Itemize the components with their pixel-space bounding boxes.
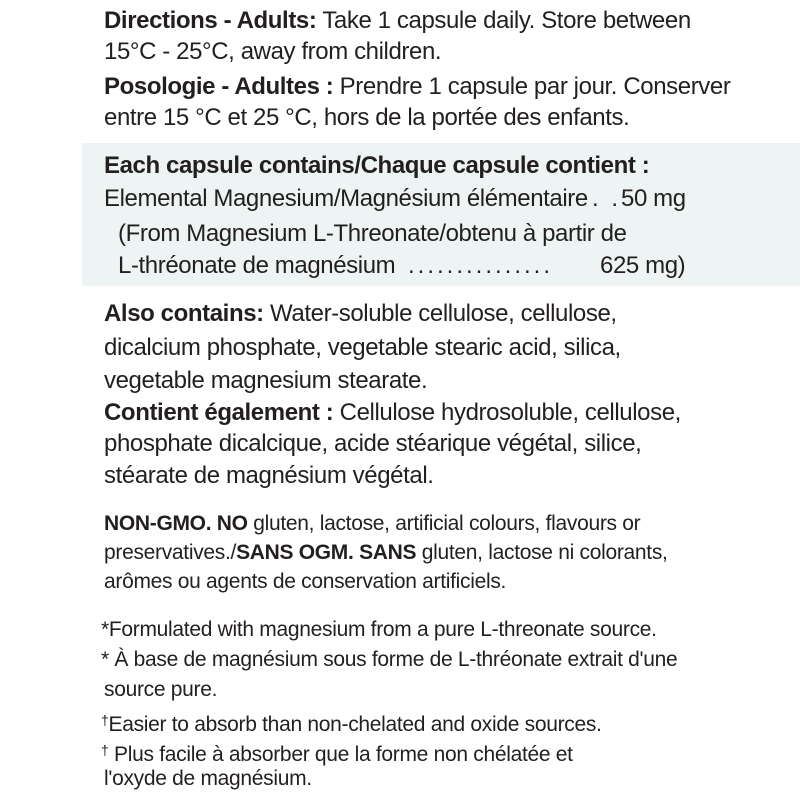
footnote-en-1: *Formulated with magnesium from a pure L-threonate source.	[101, 618, 657, 641]
capsule-row-2-name: L-thréonate de magnésium	[118, 252, 396, 279]
capsule-row-2-line-1: (From Magnesium L-Threonate/obtenu à partir de	[118, 220, 627, 247]
footnote-en-2	[101, 706, 602, 739]
nongmo-text-en: gluten, lactose, artificial colours, flavours or	[253, 512, 641, 535]
directions-fr-text: Prendre 1 capsule par jour. Conserver	[339, 73, 731, 100]
dagger-mark: †	[101, 712, 109, 728]
capsule-heading: Each capsule contains/Chaque capsule contient :	[104, 152, 650, 179]
nongmo-line-1	[104, 510, 640, 538]
footnote-fr-1-cont: source pure.	[104, 678, 218, 701]
nongmo-line-3: arômes ou agents de conservation artificiels.	[104, 570, 507, 593]
footnote-en-2-text: Easier to absorb than non-chelated and oxide sources.	[108, 713, 602, 736]
also-contains-fr-line-2: phosphate dicalcique, acide stéarique végétal, silice,	[104, 430, 642, 457]
nongmo-label-fr: SANS OGM. SANS	[236, 541, 417, 564]
capsule-row-2-value: 625 mg)	[600, 252, 686, 279]
capsule-row-2-dots: ...............	[408, 252, 554, 279]
directions-en-line-2: 15°C - 25°C, away from children.	[104, 38, 442, 65]
also-contains-en-label: Also contains:	[104, 300, 264, 327]
capsule-row-1-value: 50 mg	[621, 185, 686, 212]
capsule-row-1-name: Elemental Magnesium/Magnésium élémentaire	[104, 185, 588, 212]
also-contains-fr-line-3: stéarate de magnésium végétal.	[104, 462, 434, 489]
also-contains-en-line-2: dicalcium phosphate, vegetable stearic acid, silica,	[104, 334, 621, 361]
nongmo-text-fr: gluten, lactose ni colorants,	[421, 541, 668, 564]
nongmo-line-2	[104, 539, 668, 567]
also-contains-fr-label: Contient également :	[104, 399, 334, 426]
nongmo-label-en: NON-GMO. NO	[104, 512, 248, 535]
also-contains-fr-text: Cellulose hydrosoluble, cellulose,	[339, 399, 681, 426]
directions-en-line-1	[104, 6, 691, 36]
directions-fr-label: Posologie - Adultes :	[104, 73, 334, 100]
directions-en-label: Directions - Adults:	[104, 7, 317, 34]
capsule-row-1-dots: . .	[592, 185, 622, 212]
capsule-row-1	[104, 184, 588, 214]
footnote-fr-2-text: Plus facile à absorber que la forme non chélatée et	[114, 743, 573, 766]
also-contains-en-text: Water-soluble cellulose, cellulose,	[270, 300, 617, 327]
also-contains-fr-line-1	[104, 398, 681, 428]
directions-fr-line-1	[104, 72, 730, 102]
also-contains-en-line-3: vegetable magnesium stearate.	[104, 367, 428, 394]
also-contains-en-line-1	[104, 299, 617, 329]
footnote-fr-2-cont: l'oxyde de magnésium.	[104, 767, 312, 790]
nongmo-text-en-end: preservatives./	[104, 541, 237, 564]
directions-en-text: Take 1 capsule daily. Store between	[322, 7, 691, 34]
dagger-mark-fr: †	[101, 742, 109, 758]
footnote-fr-1: * À base de magnésium sous forme de L-thréonate extrait d'une	[101, 648, 678, 671]
directions-fr-line-2: entre 15 °C et 25 °C, hors de la portée des enfants.	[104, 104, 630, 131]
